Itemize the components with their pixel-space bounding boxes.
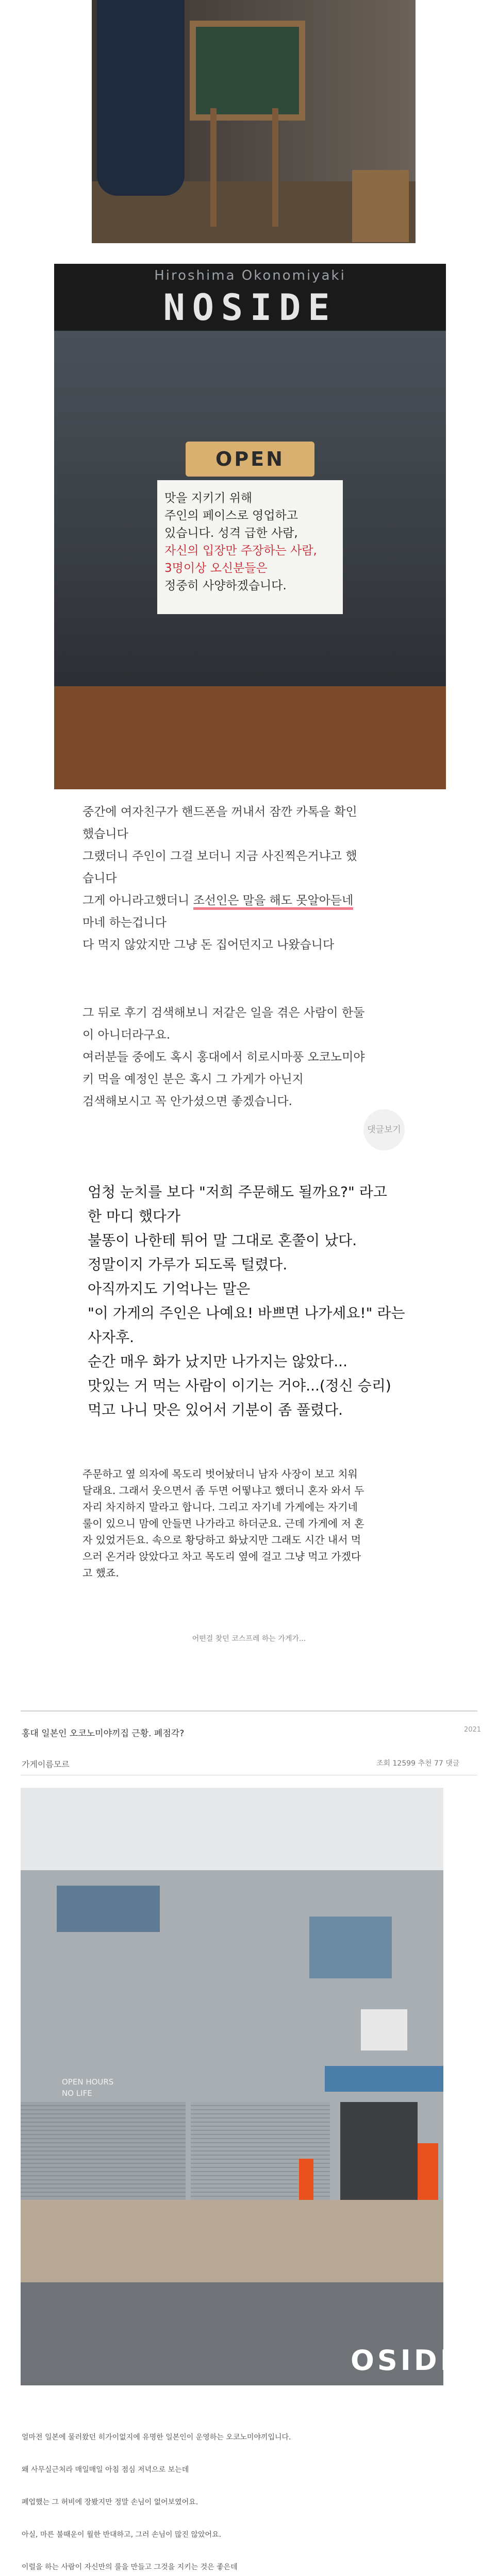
open-plate: OPEN: [186, 442, 314, 477]
quote-line: 먹고 나니 맛은 있어서 기분이 좀 풀렸다.: [88, 1401, 343, 1418]
photo-building: [21, 1870, 443, 2200]
forum-post-line: 왜 사무실근처라 매일매일 아침 점심 저녁으로 보는데: [22, 2466, 189, 2474]
photo-sky: [21, 1788, 443, 1870]
forum-post-date: 2021: [464, 1726, 482, 1734]
photo-person: [97, 0, 185, 196]
paragraph-line-underlined: [82, 890, 412, 912]
notice-line: 자신의 입장만 주장하는 사람,: [164, 544, 317, 557]
photo-window-frame: [54, 686, 446, 789]
photo-shop-window: [54, 264, 446, 789]
notice-line: 3명이상 오신분들은: [164, 562, 268, 575]
shutter-text: OPEN HOURS NO LIFE: [62, 2077, 114, 2098]
forum-post-title[interactable]: 홍대 일본인 오코노미야끼집 근황. 폐점각?: [22, 1728, 185, 1739]
notice-line: 있습니다. 성격 급한 사람,: [164, 527, 298, 540]
paragraph-line: 그랬더니 주인이 그걸 보더니 지금 사진찍은거냐고 했: [82, 850, 357, 863]
paragraph-line: 중간에 여자친구가 핸드폰을 꺼내서 잠깐 카톡을 확인: [82, 805, 357, 819]
paragraph-line: 마네 하는겁니다: [82, 916, 167, 929]
quote-line: 불똥이 나한테 튀어 말 그대로 혼쭐이 났다.: [88, 1232, 357, 1249]
post-paragraph: [82, 801, 412, 956]
photo-air-conditioner: [361, 2009, 407, 2050]
quote-line: "이 가게의 주인은 나예요! 바쁘면 나가세요!" 라는: [88, 1304, 405, 1321]
review-block: [82, 1466, 418, 1581]
shop-notice: [157, 480, 343, 614]
quote-line: 사자후.: [88, 1329, 135, 1346]
photo-window: [309, 1917, 392, 1978]
forum-post-line: 이럴을 하는 사람이 자신만의 룰을 만들고 그것을 지키는 것은 좋은데: [22, 2563, 238, 2571]
review-line: 주문하고 옆 의자에 목도리 벗어놨더니 남자 사장이 보고 치워: [82, 1468, 358, 1480]
review-line: 자 있었거든요. 속으로 황당하고 화났지만 그래도 시간 내서 먹: [82, 1534, 361, 1546]
review-line: 으러 온거라 앉았다고 차고 목도리 옆에 걸고 그냥 먹고 가겠다: [82, 1550, 361, 1563]
paragraph-line: 다 먹지 않았지만 그냥 돈 집어던지고 나왔습니다: [82, 938, 335, 952]
paragraph-line: 했습니다: [82, 827, 128, 841]
underlined-phrase: 조선인은 말을 해도 못알아듣네: [193, 894, 354, 910]
paragraph-line: 습니다: [82, 872, 117, 885]
notice-line: 맛을 지키기 위해: [164, 492, 253, 505]
paragraph-line: 검색해보시고 꼭 안가셨으면 좋겠습니다.: [82, 1095, 292, 1108]
quote-line: 정말이지 가루가 되도록 털렸다.: [88, 1256, 288, 1273]
review-line: 자리 차지하지 말라고 합니다. 그리고 자기네 가게에는 자기네: [82, 1501, 358, 1513]
review-line: 고 했죠.: [82, 1567, 119, 1579]
photo-chalkboard: [190, 21, 305, 121]
road-marking: OSIDE: [351, 2344, 462, 2377]
paragraph-line: 여러분들 중에도 혹시 홍대에서 히로시마풍 오코노미야: [82, 1050, 365, 1064]
forum-post-author[interactable]: 가게이름모르: [22, 1759, 70, 1769]
forum-post-line: 아실, 마른 불때운이 월한 반대하고, 그러 손님이 많진 않았어요.: [22, 2531, 222, 2539]
quote-line: 엄청 눈치를 보다 "저희 주문해도 될까요?" 라고: [88, 1183, 387, 1200]
quote-line: 맛있는 거 먹는 사람이 이기는 거야...(정신 승리): [88, 1377, 391, 1394]
quote-line: 한 마디 했다가: [88, 1208, 181, 1225]
quote-line: 순간 매우 화가 났지만 나가지는 않았다...: [88, 1353, 347, 1370]
paragraph-line-pre: 그게 아니라고했더니: [82, 894, 193, 907]
post-paragraph: [82, 1002, 412, 1113]
paragraph-line: 키 먹을 예정인 분은 혹시 그 가게가 아닌지: [82, 1073, 304, 1086]
review-line: 룰이 있으니 맘에 안들면 나가라고 하더군요. 근데 가게에 저 혼: [82, 1517, 364, 1530]
forum-post-stats: 조회 12599 추천 77 댓글: [376, 1759, 460, 1768]
photo-traffic-cone: [299, 2159, 313, 2200]
quote-line: 아직까지도 기억나는 말은: [88, 1280, 251, 1297]
photo-window: [57, 1886, 160, 1932]
photo-stool: [352, 170, 409, 242]
shop-sign-subtitle: Hiroshima Okonomiyaki: [154, 268, 346, 283]
photo-blue-sign: [325, 2066, 443, 2092]
paragraph-line: 그 뒤로 후기 검색해보니 저같은 일을 겪은 사람이 한둘: [82, 1006, 365, 1020]
shop-sign-name: NOSIDE: [163, 286, 337, 329]
section-divider: [21, 1710, 477, 1711]
image-caption: 어떤걸 찾던 코스프레 하는 가게가...: [192, 1635, 306, 1643]
photo-easel-leg: [272, 108, 278, 227]
quote-block: [88, 1180, 418, 1422]
photo-traffic-cone: [418, 2143, 438, 2200]
comments-button[interactable]: 댓글보기: [363, 1109, 405, 1150]
photo-closed-shop: [21, 1788, 462, 2385]
photo-easel-leg: [210, 108, 217, 227]
paragraph-line: 이 아니더라구요.: [82, 1028, 171, 1042]
review-line: 달래요. 그래서 웃으면서 좀 두면 어떻냐고 했더니 혼자 와서 두: [82, 1484, 364, 1497]
photo-shop-entrance: [92, 0, 416, 243]
notice-line: 정중히 사양하겠습니다.: [164, 579, 287, 592]
forum-post-line: 폐업했는 그 허비에 장봤지만 정말 손님이 없어보였어요.: [22, 2498, 198, 2506]
notice-line: 주인의 페이스로 영업하고: [164, 509, 298, 522]
forum-post-line: 얼마전 일본에 물러왔던 히가이없지에 유명한 일본인이 운영하는 오코노미야끼입니다.: [22, 2433, 291, 2442]
